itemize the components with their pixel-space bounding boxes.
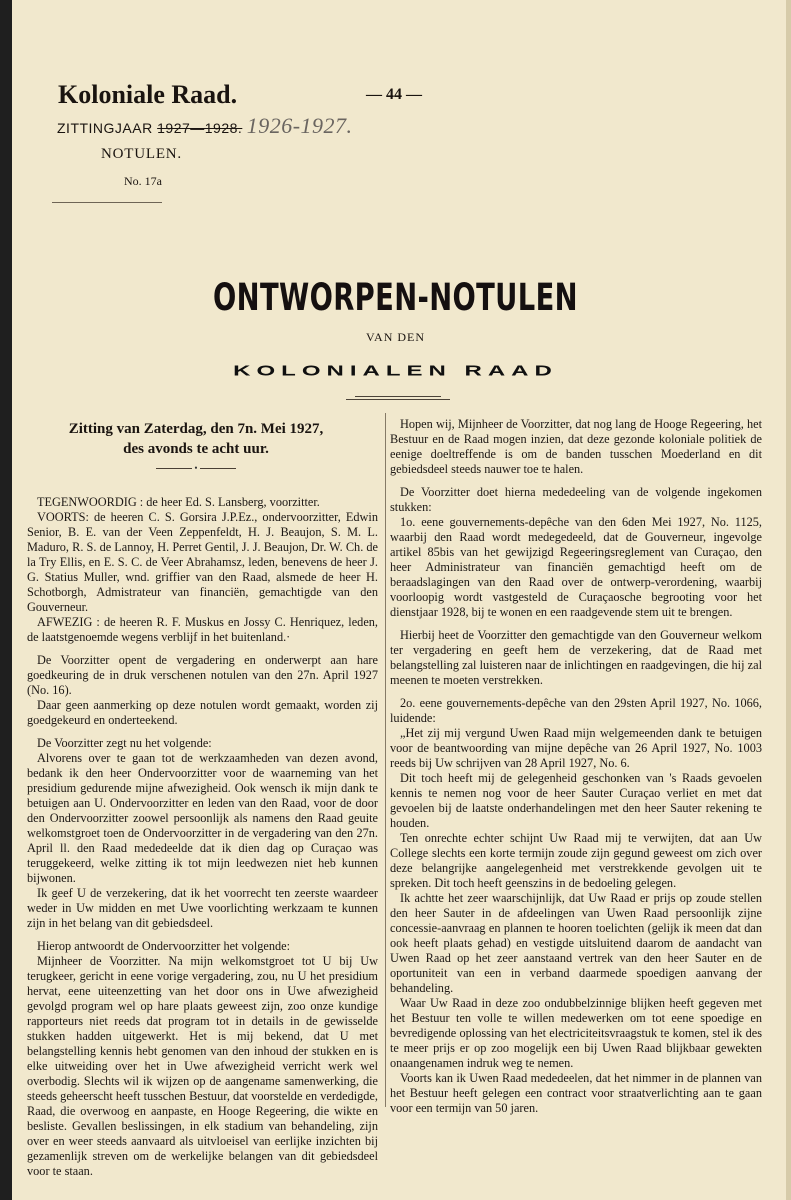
header-rule <box>52 202 162 203</box>
column-divider <box>385 413 386 1107</box>
paragraph: Daar geen aanmerking op deze notulen wordt gemaakt, worden zij goedgekeurd en onderteekend. <box>27 698 378 727</box>
sitting-heading <box>14 419 378 459</box>
notulen-label: NOTULEN. <box>101 146 182 162</box>
left-column-text <box>14 495 378 1179</box>
right-column <box>390 417 762 1116</box>
paragraph: 2o. eene gouvernements-depêche van den 29sten April 1927, No. 1066, luidende: <box>390 696 762 725</box>
scan-binding-edge <box>0 0 12 1200</box>
paragraph: 1o. eene gouvernements-depêche van den 6den Mei 1927, No. 1125, waarbij den Raad wordt medegedeeld, dat de Gouverneur, ingevolge artikel 85bis van het gewijzigd Regeeringsreglement van Curaçao, den heer Administrateur van financiën gemachtigd heeft om de beraadslagingen van den Raad over de ontwerp-verordening, waarbij voorloopig wordt vastgesteld de Curaçaosche begrooting voor het dienstjaar 1928, bij te wonen en een raadgevende stem uit te brengen. <box>390 515 762 619</box>
zittingjaar-label: ZITTINGJAAR <box>57 120 153 136</box>
paragraph: Alvorens over te gaan tot de werkzaamheden van dezen avond, bedank ik den heer Ondervoorzitter voor de waarneming van het presidium gedurende mijne afwezigheid. Ook wensch ik mijn dank te betuigen aan U. Ondervoorzitter en leden van den Raad, voor de door den Ondervoorzitter zoowel persoonlijk als namens den Raad geuite welkomstgroet toen de Ondervoorzitter in de vergadering van den 27n. April ll. den Raad mededeelde dat ik dien dag op Curaçao was teruggekeerd, welke zitting ik tot mijn leedwezen niet heb kunnen bijwonen. <box>27 751 378 885</box>
paragraph: Hopen wij, Mijnheer de Voorzitter, dat nog lang de Hooge Regeering, het Bestuur en de Raad mogen inzien, dat deze gezonde koloniale politiek de eenige doeltreffende is om de banden tusschen Moederland en dit gebiedsdeel steeds nauwer toe te halen. <box>390 417 762 476</box>
sitting-heading-line1: Zitting van Zaterdag, den 7n. Mei 1927, <box>68 421 324 437</box>
page-right-edge <box>786 0 791 1200</box>
page-number: — 44 — <box>366 86 422 103</box>
org-title: Koloniale Raad. <box>58 80 238 109</box>
attendance-absent: AFWEZIG : de heeren R. F. Muskus en Jossy C. Henriquez, leden, de laatstgenoemde wegens verblijf in het buitenland.· <box>27 615 378 644</box>
paragraph: Waar Uw Raad in deze zoo ondubbelzinnige blijken heeft gegeven met het Bestuur ten volle te willen medewerken om tot eene spoedige en bevredigende oplossing van het electriciteitsvraagstuk te komen, stel ik des te meer prijs er op zoo mogelijk een bij Uwen Raad blijkbaar gewekten onaangenamen indruk weg te nemen. <box>390 996 762 1070</box>
paragraph: Hierbij heet de Voorzitter den gemachtigde van den Gouverneur welkom ter vergadering en geeft hem de verzekering, dat de Raad met belangstelling zal luisteren naar de inlichtingen en raadgevingen, die hij zal meenen te moeten verstrekken. <box>390 628 762 687</box>
title-rule-bottom <box>346 399 450 400</box>
title-rule-top <box>355 396 441 397</box>
paragraph: Hierop antwoordt de Ondervoorzitter het volgende: <box>37 939 291 953</box>
attendance-also: VOORTS: de heeren C. S. Gorsira J.P.Ez., ondervoorzitter, Edwin Senior, B. E. van der Veen Zeppenfeldt, H. J. Beaujon, S. M. L. Maduro, R. S. de Lannoy, H. Perret Gentil, J. J. Beaujon, Dr. W. Ch. de la Try Ellis, en E. S. C. de Veer Abrahamsz, leden, benevens de heer J. G. Statius Muller, wnd. griffier van den Raad, alsmede de heer H. Schotborgh, Admistrateur van financiën, gemachtigde van den Gouverneur. <box>27 510 378 614</box>
paragraph: Mijnheer de Voorzitter. Na mijn welkomstgroet tot U bij Uw terugkeer, gericht in eene vorige vergadering, zou, nu U het presidium hervat, eene uiteenzetting van het door ons in Uwe afwezigheid gevolgd program wel op hare plaats geweest zijn, zoo onze kundige rapporteurs niet reeds dat program tot in details in de gewisselde stukken hadden uitgewerkt. Het is mij bekend, dat U met belangstelling kennis hebt genomen van den inhoud der stukken en is elke uitweiding over het in Uwe afwezigheid verricht werk wel overbodig. Slechts wil ik wijzen op de aangename samenwerking, die steeds geheerscht heeft tusschen Bestuur, dat voorstelde en verdedigde, Raad, die overwoog en aanpaste, en Hooge Regeering, die wikte en besliste. Gevallen beslissingen, in elk stadium van behandeling, zijn over en weer steeds aanvaard als uitvloeisel van eerlijke inzichten bij gezamenlijk streven om de werkelijke belangen van dit gebiedsdeel voor te staan. <box>27 954 378 1178</box>
struck-year: 1927—1928. <box>157 120 243 136</box>
paragraph: De Voorzitter zegt nu het volgende: <box>37 736 212 750</box>
ornament-divider: • <box>14 461 378 476</box>
left-column <box>14 419 378 1179</box>
paragraph: Ik achtte het zeer waarschijnlijk, dat Uw Raad er prijs op zoude stellen den heer Sauter in de afdeelingen van Uwen Raad persoonlijk zijne concessie-aanvraag en plannen te hooren toelichten (gelijk ik meen dat dan ook heeft plaats gehad) en vestigde uitsluitend daarom de aandacht van Uwen Raad op het zeer aanstaand vertrek van den heer Sauter en de oportuniteit van een in verband daarmede spoedigen aanvang der behandeling. <box>390 891 762 995</box>
sitting-heading-line2: des avonds te acht uur. <box>123 441 269 457</box>
paragraph: Ik geef U de verzekering, dat ik het voorrecht ten zeerste waardeer weder in Uw midden en met Uwe voorlichting werkzaam te kunnen zijn in het belang van dit gebiedsdeel. <box>27 886 378 930</box>
paragraph: De Voorzitter doet hierna mededeeling van de volgende ingekomen stukken: <box>390 485 762 514</box>
document-number: No. 17a <box>124 174 162 188</box>
title-van-den: VAN DEN <box>365 330 426 344</box>
handwritten-year: 1926-1927. <box>246 113 353 138</box>
session-year-line <box>57 113 353 139</box>
attendance-present: TEGENWOORDIG : de heer Ed. S. Lansberg, voorzitter. <box>37 495 320 509</box>
paragraph: Voorts kan ik Uwen Raad mededeelen, dat het nimmer in de plannen van het Bestuur heeft gelegen een contract voor straatverlichting aan te gaan voor een termijn van 50 jaren. <box>390 1071 762 1115</box>
paragraph: De Voorzitter opent de vergadering en onderwerpt aan hare goedkeuring de in druk verschenen notulen van den 27n. April 1927 (No. 16). <box>27 653 378 697</box>
main-title: ONTWORPEN-NOTULEN <box>213 276 578 319</box>
title-body-name: KOLONIALEN RAAD <box>233 362 558 380</box>
paragraph: Ten onrechte echter schijnt Uw Raad mij te verwijten, dat aan Uw College slechts een korte termijn zoude zijn gegund geweest om zich over deze belangrijke aangelegenheid met verstrekkende gevolgen uit te spreken. Dit toch heeft geenszins in de bedoeling gelegen. <box>390 831 762 890</box>
paragraph: „Het zij mij vergund Uwen Raad mijn welgemeenden dank te betuigen voor de beantwoording van mijne depêche van 26 April 1927, No. 1003 reeds bij Uw schrijven van 28 April 1927, No. 6. <box>390 726 762 770</box>
paragraph: Dit toch heeft mij de gelegenheid geschonken van 's Raads gevoelen kennis te nemen nog voor de heer Sauter Curaçao verliet en met dat gevoelen bij de laatste onderhandelingen met den heer Sauter rekening te houden. <box>390 771 762 830</box>
